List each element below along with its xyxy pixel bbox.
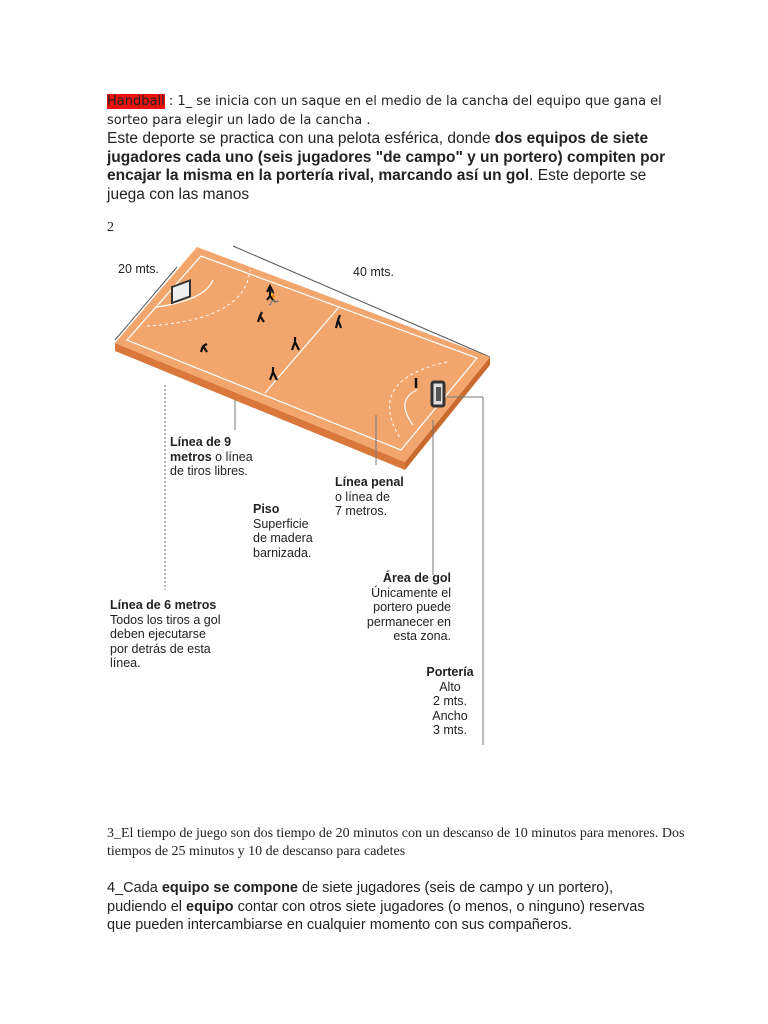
linea-6-label: Línea de 6 metros Todos los tiros a gol deben ejecutarse por detrás de esta línea. xyxy=(110,598,221,670)
piso-label: Piso Superficie de madera barnizada. xyxy=(253,502,313,560)
intro-sentence-start: Este deporte se practica con una pelota esférica, donde xyxy=(107,130,495,147)
intro-line xyxy=(107,92,667,130)
intro-sentence-end: . Este deporte se juega con las manos xyxy=(107,167,647,203)
intro-paragraph xyxy=(107,130,667,204)
porteria-label: Portería Alto 2 mts. Ancho 3 mts. xyxy=(426,665,474,737)
player-icon: 🏃 xyxy=(265,292,282,307)
linea-9-label: Línea de 9 metros o línea de tiros libres. xyxy=(170,435,253,478)
right-goal-icon xyxy=(432,382,444,406)
section-4-paragraph: 4_Cada equipo se compone de siete jugadores (seis de campo y un portero), pudiendo el equipo contar con otros siete jugadores (o menos, o ninguno) reservas que pueden intercambiarse en cualquier momento con sus compañeros. xyxy=(107,880,645,933)
linea-penal-label: Línea penal o línea de 7 metros. xyxy=(335,475,404,518)
width-label: 20 mts. xyxy=(118,262,159,276)
section-3-paragraph: 3_El tiempo de juego son dos tiempo de 20 minutos con un descanso de 10 minutos para menores. Dos tiempos de 25 minutos y 10 de descanso para cadetes xyxy=(107,826,685,859)
section-number-2: 2 xyxy=(107,220,114,235)
length-label: 40 mts. xyxy=(353,265,394,279)
intro-line-text: : 1_ se inicia con un saque en el medio de la cancha del equipo que gana el sorteo para elegir un lado de la cancha . xyxy=(107,94,662,128)
handball-court-diagram xyxy=(95,240,515,760)
intro-sentence-bold: dos equipos de siete jugadores cada uno (seis jugadores "de campo" y un portero) compiten por encajar la misma en la portería rival, marcando así un gol xyxy=(107,130,666,184)
handball-highlight: Handball xyxy=(107,94,165,109)
area-de-gol-label: Área de gol Únicamente el portero puede permanecer en esta zona. xyxy=(366,571,451,643)
